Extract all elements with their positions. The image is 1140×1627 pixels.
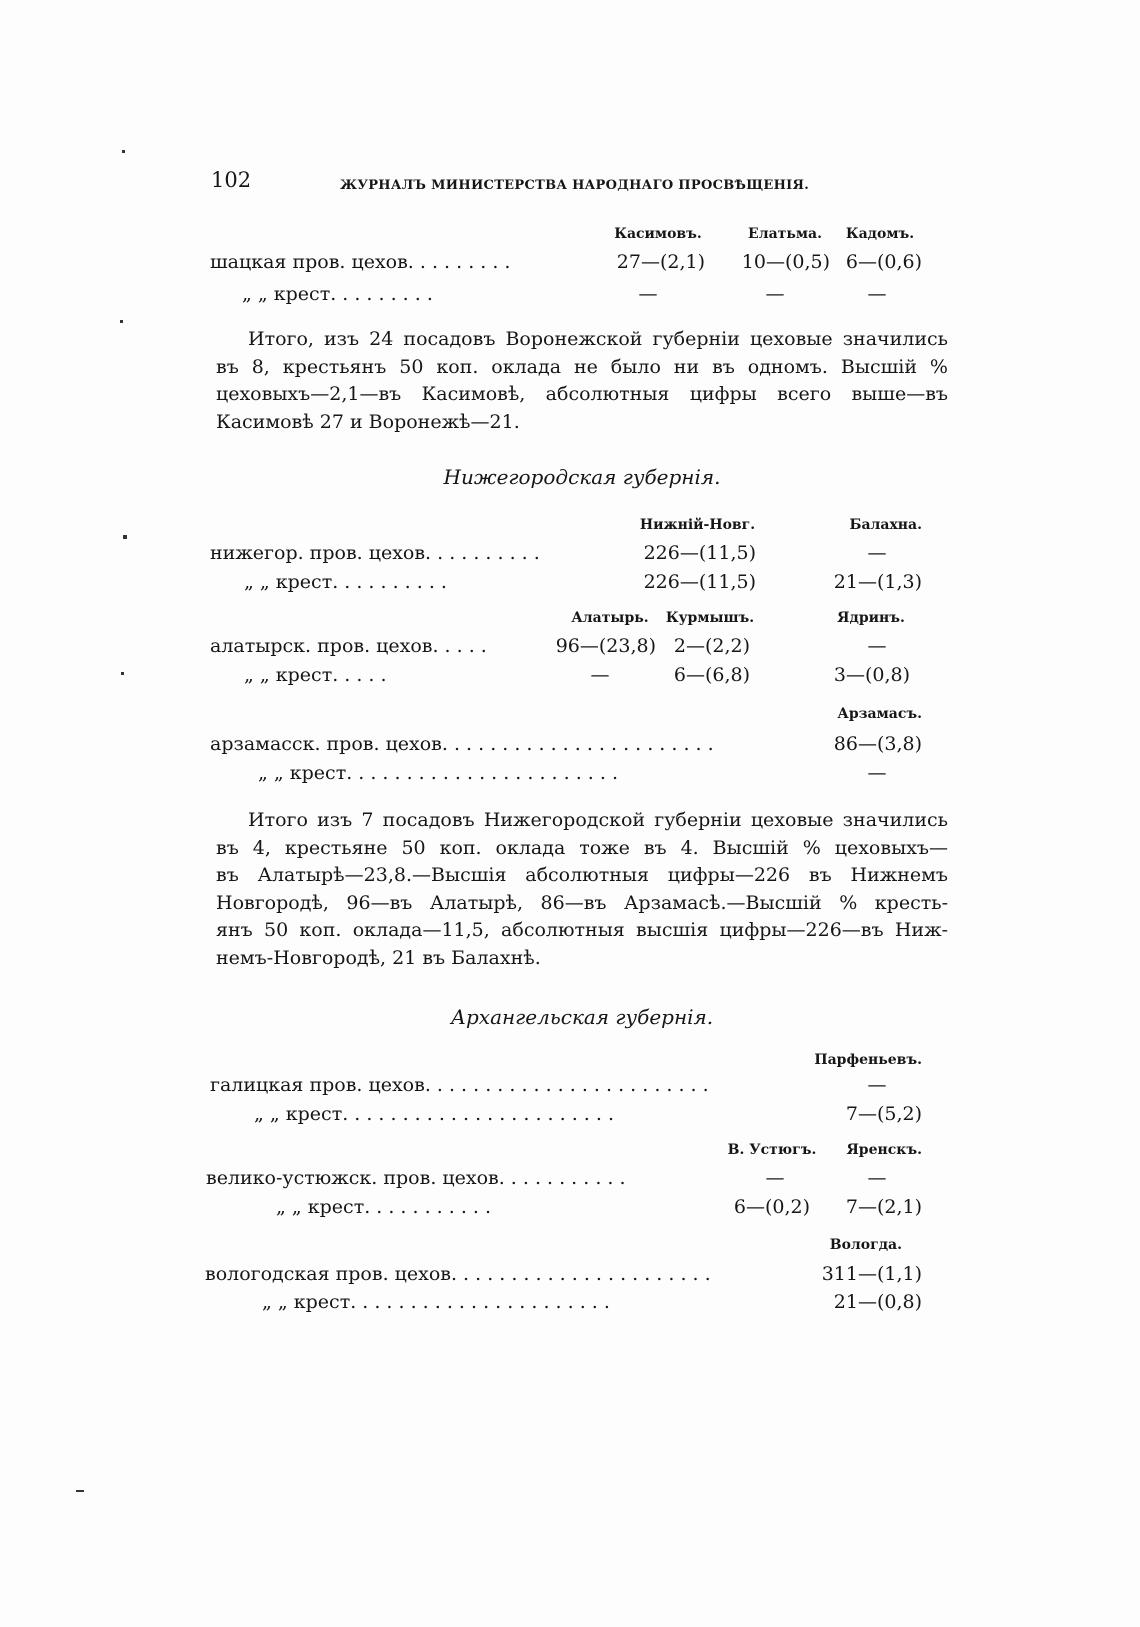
table-cell: — (867, 542, 887, 564)
row-label: вологодская пров. цехов. . . . . . . . . . . . . . . . . . . . . . (205, 1263, 711, 1285)
scan-speck (120, 320, 123, 323)
column-header: Балахна. (849, 517, 922, 533)
paragraph-line: немъ-Новгородѣ, 21 въ Балахнѣ. (216, 946, 541, 969)
summary-paragraph (216, 326, 948, 436)
table-cell: 226—(11,5) (643, 542, 756, 564)
paragraph-line: янъ 50 коп. оклада—11,5, абсолютныя высшія цифры—226—въ Ниж- (216, 919, 948, 942)
row-label: нижегор. пров. цехов. . . . . . . . . . (210, 542, 540, 564)
column-header: Елатьма. (748, 226, 822, 242)
table-cell: — (867, 1074, 887, 1096)
table-cell: 10—(0,5) (741, 251, 830, 273)
table-cell: — (638, 283, 658, 305)
table-cell: — (867, 635, 887, 657)
section-title: Архангельская губернія. (450, 1005, 714, 1029)
row-label: „ „ крест. . . . . . . . . . . . . . . . . . . . . . (262, 1291, 610, 1313)
table-cell: 96—(23,8) (555, 635, 656, 657)
paragraph-line: Итого, изъ 24 посадовъ Воронежской губерніи цеховые значились (248, 328, 948, 350)
table-cell: 27—(2,1) (616, 251, 705, 273)
row-label: арзамасск. пров. цехов. . . . . . . . . . . . . . . . . . . . . . . (210, 733, 714, 755)
paragraph-line: въ 4, крестьяне 50 коп. оклада тоже въ 4. Высшій % цеховыхъ— (216, 836, 948, 859)
column-header: Парфеньевъ. (814, 1052, 922, 1068)
column-header: Вологда. (829, 1237, 902, 1253)
summary-paragraph (216, 807, 948, 973)
section-title: Нижегородская губернія. (443, 465, 721, 489)
column-header: Ядринъ. (837, 610, 905, 626)
table-cell: 21—(0,8) (833, 1291, 922, 1313)
table-cell: 226—(11,5) (643, 571, 756, 593)
paragraph-line: цеховыхъ—2,1—въ Касимовѣ, абсолютныя цифры всего выше—въ (216, 383, 948, 406)
row-label: шацкая пров. цехов. . . . . . . . . (210, 251, 511, 273)
row-label: галицкая пров. цехов. . . . . . . . . . . . . . . . . . . . . . . . (210, 1074, 709, 1096)
table-cell: 7—(2,1) (845, 1196, 922, 1218)
table-cell: — (590, 664, 610, 686)
column-header: Кадомъ. (845, 226, 915, 242)
table-cell: 7—(5,2) (845, 1103, 922, 1125)
column-header: Курмышъ. (665, 610, 755, 626)
row-label: „ „ крест. . . . . . . . . (242, 283, 433, 305)
column-header: Касимовъ. (614, 226, 702, 242)
scan-speck (121, 672, 124, 675)
row-label: алатырск. пров. цехов. . . . . (210, 635, 487, 657)
column-header: Яренскъ. (846, 1142, 922, 1158)
table-cell: — (765, 283, 785, 305)
table-cell: — (867, 1167, 887, 1189)
table-cell: 6—(0,6) (845, 251, 922, 273)
table-cell: 6—(0,2) (733, 1196, 810, 1218)
column-header: В. Устюгъ. (727, 1142, 817, 1158)
row-label: „ „ крест. . . . . . . . . . . . . . . . . . . . . . . (254, 1103, 614, 1125)
row-label: велико-устюжск. пров. цехов. . . . . . . . . . . (206, 1167, 626, 1189)
column-header: Алатырь. (571, 610, 649, 626)
row-label: „ „ крест. . . . . . . . . . . . . . . . . . . . . . . (258, 762, 618, 784)
page-number: 102 (211, 168, 252, 192)
paragraph-line: въ 8, крестьянъ 50 коп. оклада не было ни въ одномъ. Высшій % (216, 355, 948, 378)
table-cell: 21—(1,3) (833, 571, 922, 593)
table-cell: — (867, 762, 887, 784)
running-header: ЖУРНАЛЪ МИНИСТЕРСТВА НАРОДНАГО ПРОСВѢЩЕНІЯ. (340, 178, 810, 193)
table-cell: 2—(2,2) (673, 635, 750, 657)
paragraph-line: Новгородѣ, 96—въ Алатырѣ, 86—въ Арзамасѣ.—Высшій % кресть- (216, 891, 948, 914)
row-label: „ „ крест. . . . . (244, 664, 387, 686)
table-cell: 311—(1,1) (821, 1263, 922, 1285)
table-cell: 86—(3,8) (833, 733, 922, 755)
table-cell: — (765, 1167, 785, 1189)
paragraph-line: Касимовѣ 27 и Воронежѣ—21. (216, 410, 520, 433)
scan-speck (122, 150, 125, 153)
scan-speck (123, 535, 127, 539)
row-label: „ „ крест. . . . . . . . . . . (276, 1196, 492, 1218)
paragraph-line: Итого изъ 7 посадовъ Нижегородской губерніи цеховые значились (248, 809, 948, 831)
table-cell: 3—(0,8) (833, 664, 910, 686)
paragraph-line: въ Алатырѣ—23,8.—Высшія абсолютныя цифры—226 въ Нижнемъ (216, 864, 948, 887)
table-cell: — (867, 283, 887, 305)
column-header: Нижній-Новг. (639, 517, 756, 533)
column-header: Арзамасъ. (837, 706, 922, 722)
row-label: „ „ крест. . . . . . . . . . (244, 571, 447, 593)
table-cell: 6—(6,8) (673, 664, 750, 686)
scan-speck (76, 1490, 84, 1492)
